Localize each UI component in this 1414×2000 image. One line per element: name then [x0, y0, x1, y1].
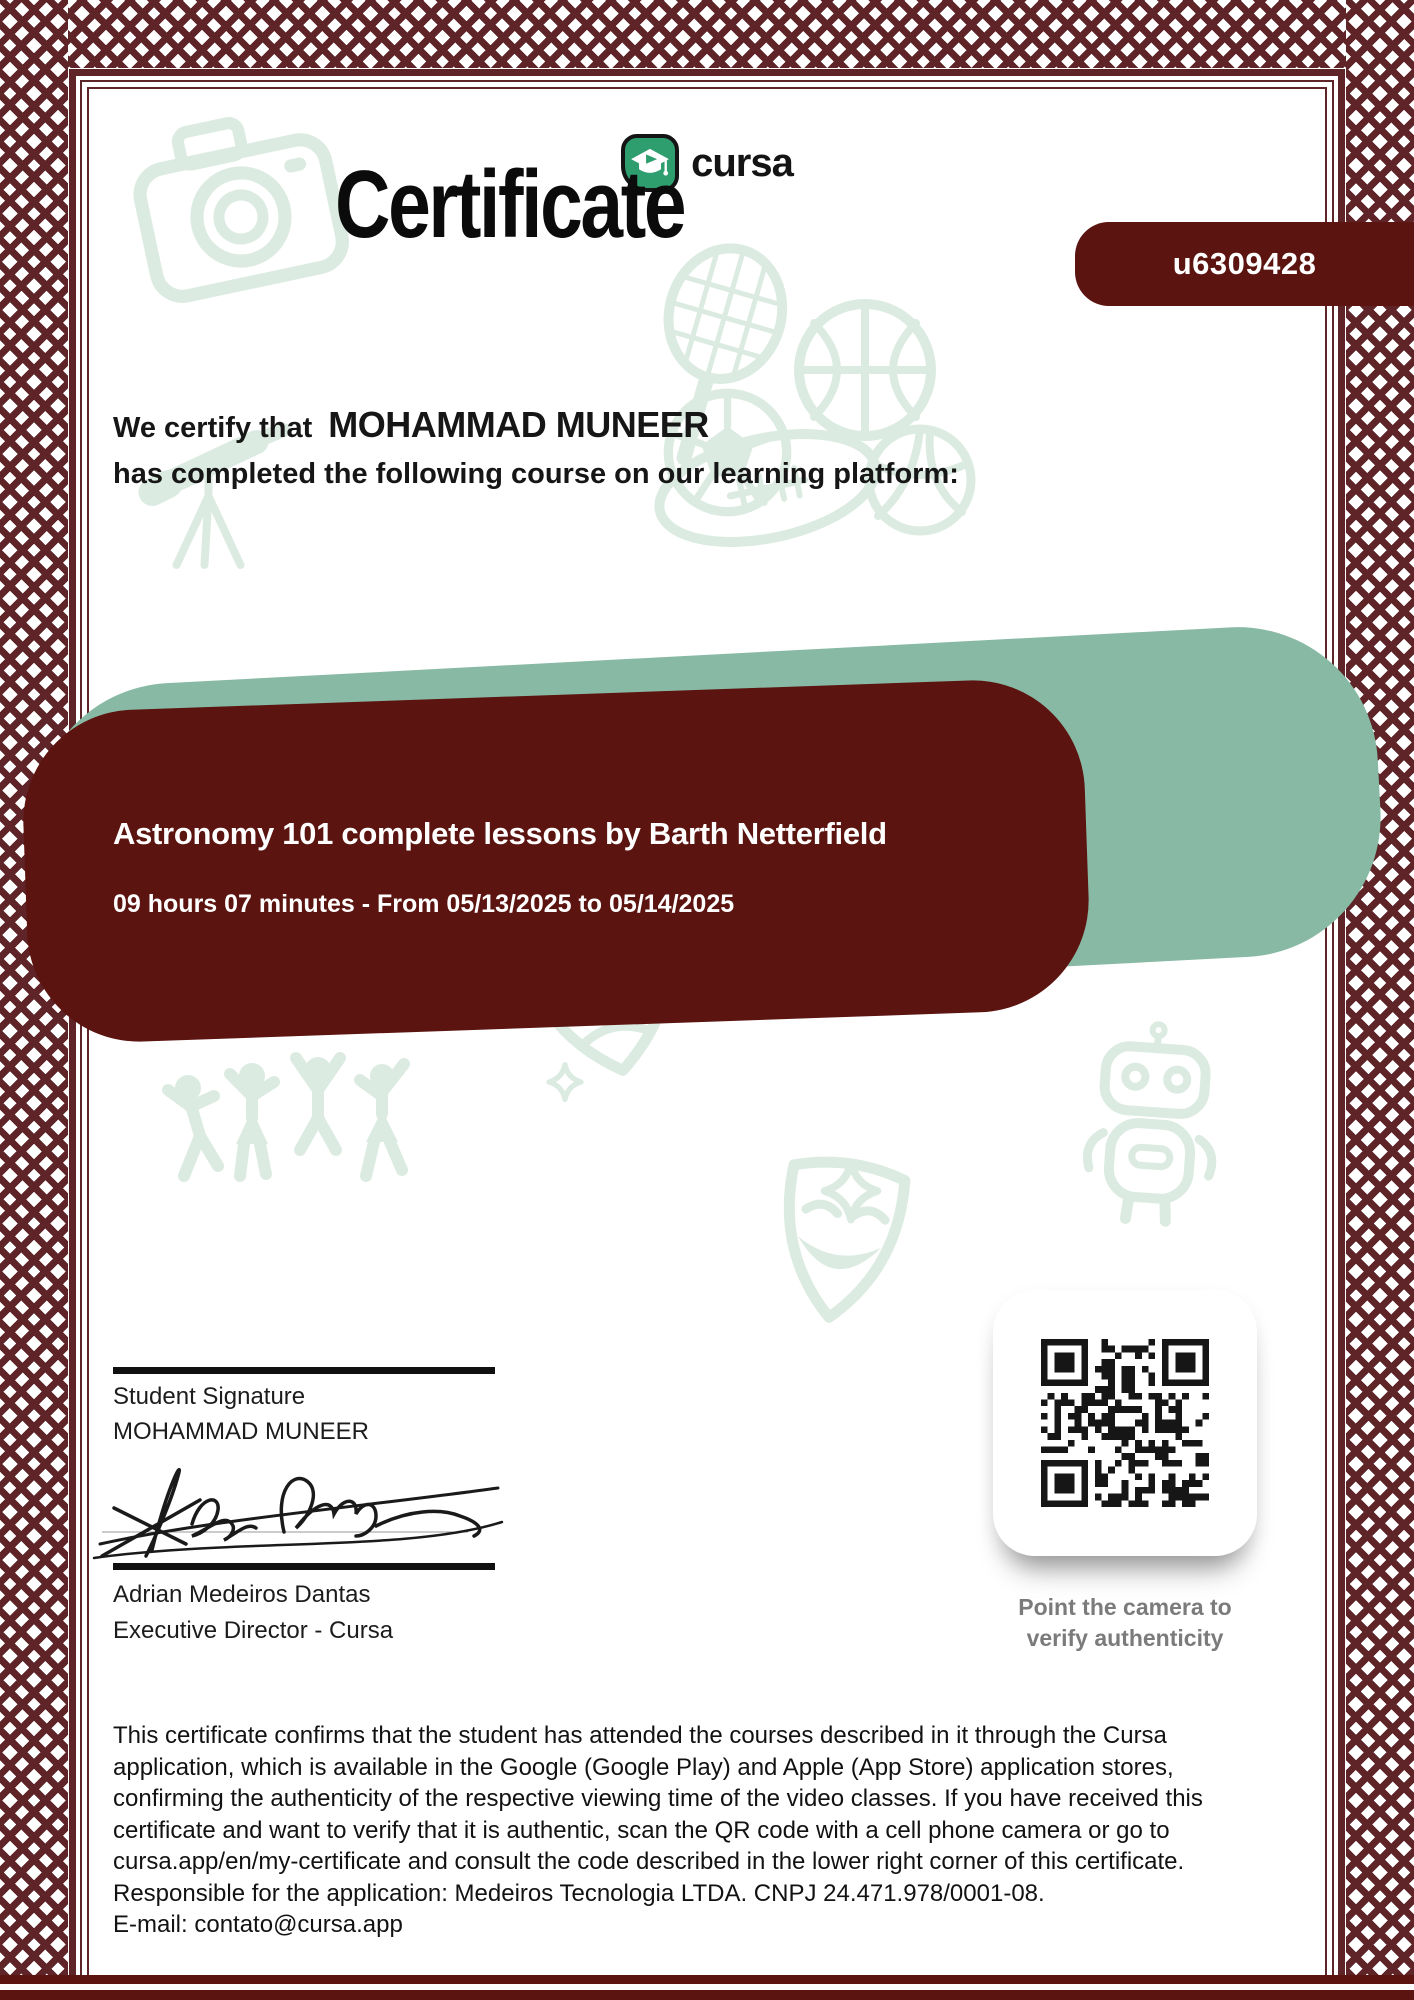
bottom-accent-bar-1 — [0, 1975, 1414, 1984]
signature-rule-bottom — [113, 1563, 495, 1570]
cursa-logo — [0, 134, 1414, 192]
certificate-title: Certificate — [335, 151, 685, 258]
dancing-people-icon — [160, 1048, 420, 1188]
footer-line: application, which is available in the Google (Google Play) and Apple (App Store) application stores, — [113, 1753, 1174, 1781]
footer-line: certificate and want to verify that it is authentic, scan the QR code with a cell phone camera or go to — [113, 1816, 1170, 1844]
border-pattern-top — [0, 0, 1414, 68]
intro-line-1 — [113, 404, 709, 446]
intro-line-2: has completed the following course on our learning platform: — [113, 458, 959, 490]
director-name: Adrian Medeiros Dantas — [113, 1581, 371, 1608]
director-title: Executive Director - Cursa — [113, 1617, 394, 1644]
qr-caption-line-2: verify authenticity — [1026, 1625, 1224, 1651]
course-details: 09 hours 07 minutes - From 05/13/2025 to 05/14/2025 — [113, 890, 735, 918]
qr-caption-line-1: Point the camera to — [1018, 1594, 1232, 1620]
qr-card — [993, 1290, 1257, 1556]
course-highlight-blob — [20, 677, 1093, 1046]
footer-line: Responsible for the application: Medeiros Tecnologia LTDA. CNPJ 24.471.978/0001-08. — [113, 1879, 1045, 1907]
course-title: Astronomy 101 complete lessons by Barth Netterfield — [113, 816, 887, 851]
footer-line: confirming the authenticity of the respective viewing time of the video classes. If you have received this — [113, 1785, 1203, 1812]
certificate-id: u6309428 — [1172, 246, 1317, 281]
bottom-accent-bar-2 — [0, 1990, 1414, 2000]
footer-line: cursa.app/en/my-certificate and consult the code described in the lower right corner of this certificate. — [113, 1848, 1185, 1875]
camera-icon — [111, 87, 366, 319]
qr-caption — [963, 1592, 1287, 1654]
footer-legal-text — [113, 1720, 1353, 1941]
student-signature-label: Student Signature — [113, 1383, 306, 1410]
intro-prefix: We certify that — [113, 412, 313, 444]
student-signature-name: MOHAMMAD MUNEER — [113, 1418, 369, 1445]
cursa-logo-text: cursa — [691, 140, 793, 185]
footer-line: E-mail: contato@cursa.app — [113, 1911, 403, 1938]
sparkle-icon — [545, 1062, 585, 1102]
qr-code — [1041, 1339, 1209, 1507]
certificate-id-badge — [1075, 222, 1414, 306]
robot-icon — [1075, 1015, 1229, 1234]
student-name: MOHAMMAD MUNEER — [328, 404, 709, 445]
handwritten-signature — [88, 1446, 528, 1571]
footer-line: This certificate confirms that the student has attended the courses described in it through the Cursa — [113, 1722, 1167, 1749]
signature-rule-top — [113, 1367, 495, 1374]
sparkle-icon — [818, 1158, 884, 1224]
